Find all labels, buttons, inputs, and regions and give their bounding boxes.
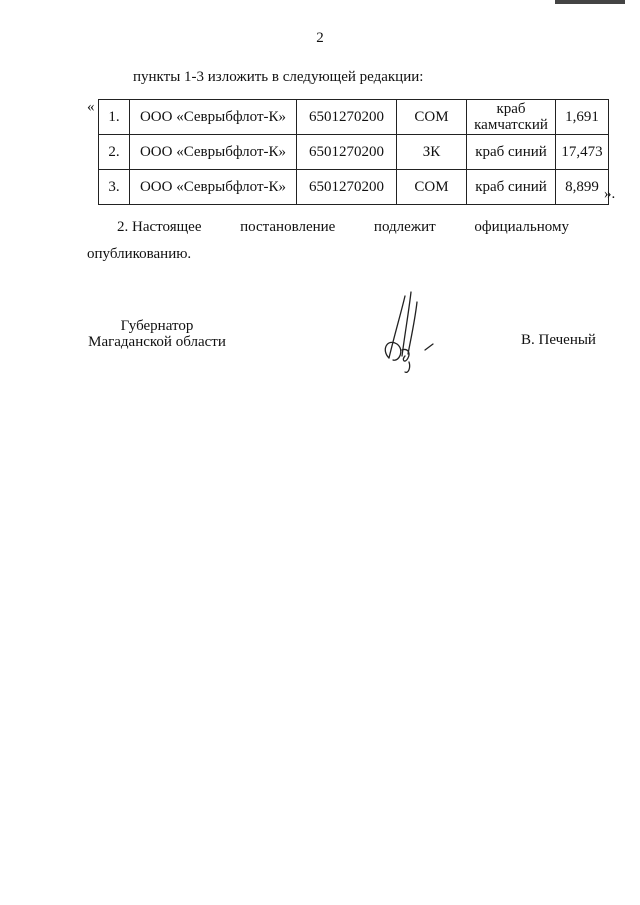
cell-inn: 6501270200	[297, 170, 397, 205]
paragraph-word: постановление	[240, 219, 336, 235]
cell-value: 1,691	[556, 100, 609, 135]
cell-species: краб синий	[467, 135, 556, 170]
cell-type: ЗК	[397, 135, 467, 170]
signatory-title-line: Магаданской области	[88, 334, 226, 350]
cell-number: 1.	[99, 100, 130, 135]
page-number: 2	[316, 30, 324, 46]
quote-close: ».	[604, 186, 616, 202]
paragraph-line-2: опубликованию.	[87, 246, 192, 262]
cell-type: СОМ	[397, 100, 467, 135]
table-row	[99, 100, 609, 135]
cell-species: краб камчатский	[467, 100, 556, 135]
cell-organization: ООО «Севрыбфлот-К»	[130, 170, 297, 205]
paragraph-line-1	[117, 219, 569, 236]
quote-open: «	[87, 99, 95, 115]
cell-value: 8,899	[556, 170, 609, 205]
quota-table	[98, 99, 609, 205]
cell-inn: 6501270200	[297, 100, 397, 135]
table-row	[99, 135, 609, 170]
scan-corner-mark	[555, 0, 625, 4]
signatory-title-line: Губернатор	[120, 318, 194, 334]
cell-number: 2.	[99, 135, 130, 170]
paragraph-word: официальному	[474, 219, 569, 235]
paragraph-word: подлежит	[373, 219, 436, 235]
cell-organization: ООО «Севрыбфлот-К»	[130, 100, 297, 135]
cell-organization: ООО «Севрыбфлот-К»	[130, 135, 297, 170]
table-row	[99, 170, 609, 205]
cell-value: 17,473	[556, 135, 609, 170]
cell-type: СОМ	[397, 170, 467, 205]
cell-species: краб синий	[467, 170, 556, 205]
cell-inn: 6501270200	[297, 135, 397, 170]
intro-text: пункты 1-3 изложить в следующей редакции:	[133, 69, 424, 85]
signatory-name: В. Печеный	[521, 332, 596, 348]
handwritten-signature	[375, 288, 445, 378]
cell-number: 3.	[99, 170, 130, 205]
signatory-title	[88, 318, 226, 350]
paragraph-word: 2. Настоящее	[117, 219, 202, 235]
